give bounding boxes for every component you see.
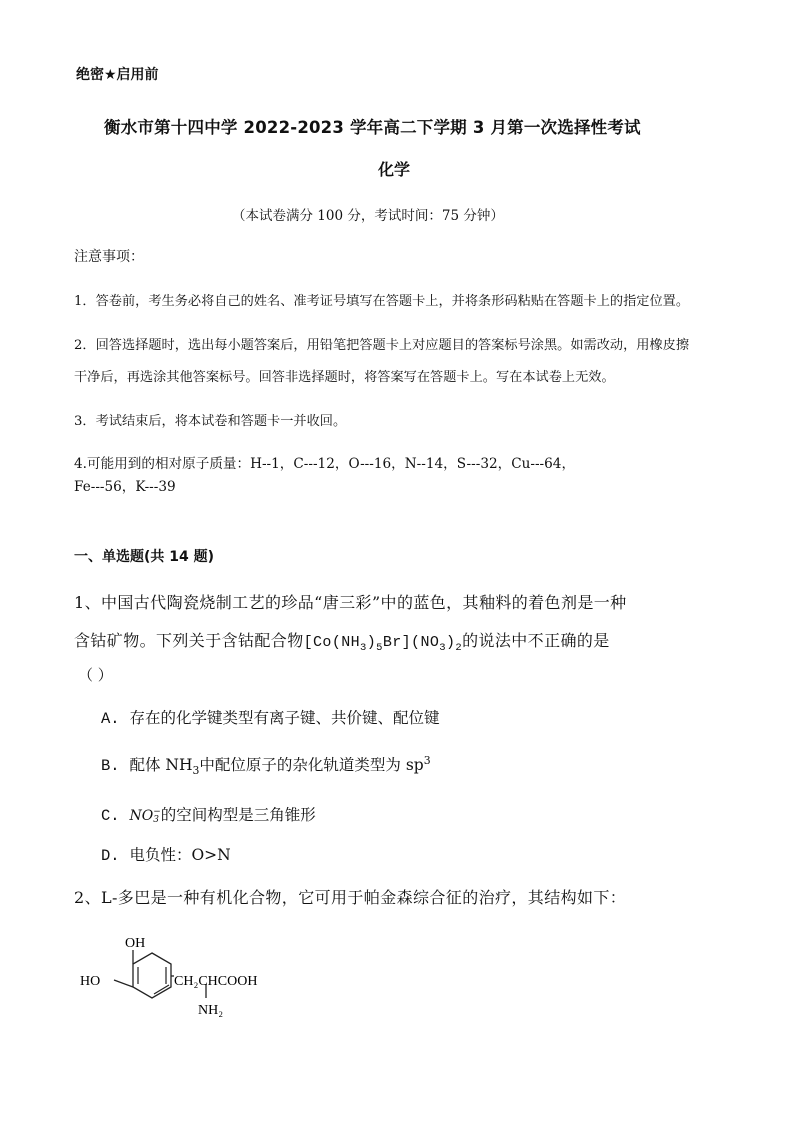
confidential-mark: 绝密★启用前 (76, 67, 159, 83)
q1-option-b[interactable] (101, 753, 431, 777)
ho-bond (114, 980, 133, 987)
nh2-label: NH₂ (198, 1003, 224, 1018)
option-b-text: 配体 $NH_3$中配位原子的杂化轨道类型为 $sp^3$ (129, 753, 431, 778)
note-item-3: 3．考试结束后，将本试卷和答题卡一并收回。 (74, 414, 347, 429)
oh-label: OH (125, 936, 146, 951)
option-c-label: C. (101, 807, 120, 825)
q1-answer-blank: （ ） (78, 666, 113, 684)
option-c-text: 的空间构型是三角锥形 (160, 806, 316, 824)
option-d-text: 电负性：O>N (129, 846, 231, 864)
q1-stem-text: 含钴矿物。下列关于含钴配合物 (74, 631, 304, 650)
option-a-text: 存在的化学键类型有离子键、共价键、配位键 (129, 709, 440, 727)
exam-meta: （本试卷满分 100 分，考试时间：75 分钟） (232, 208, 504, 224)
q1-stem-line1: 1、中国古代陶瓷烧制工艺的珍品“唐三彩”中的蓝色，其釉料的着色剂是一种 (74, 593, 627, 612)
note-item-4-cont: Fe---56，K---39 (74, 479, 176, 495)
note-item-2: 2．回答选择题时，选出每小题答案后，用铅笔把答题卡上对应题目的答案标号涂黑。如需改动，用橡皮擦 (74, 338, 690, 353)
l-dopa-structure (70, 930, 290, 1030)
subject-title: 化学 (378, 160, 411, 179)
note-item-1: 1．答卷前，考生务必将自己的姓名、准考证号填写在答题卡上，并将条形码粘贴在答题卡上的指定位置。 (74, 294, 690, 309)
notes-heading: 注意事项： (74, 249, 144, 265)
q1-option-a[interactable] (101, 706, 439, 728)
cobalt-complex-formula: $[Co(NH_3)_5Br](NO_3)_2$ (303, 634, 463, 654)
q1-stem-tail: 的说法中不正确的是 (462, 631, 610, 650)
section-title: 一、单选题(共 14 题) (74, 549, 215, 565)
option-d-label: D. (101, 847, 120, 865)
q1-option-c[interactable] (101, 803, 316, 825)
ho-label: HO (80, 974, 101, 989)
exam-title: 衡水市第十四中学 2022-2023 学年高二下学期 3 月第一次选择性考试 (104, 118, 641, 137)
note-item-4: 4.可能用到的相对原子质量：H--1，C---12，O---16，N--14，S---32，Cu---64， (74, 456, 576, 472)
q1-stem-line2 (74, 628, 610, 654)
q2-stem: 2、L-多巴是一种有机化合物，它可用于帕金森综合征的治疗，其结构如下： (74, 888, 627, 907)
option-b-label: B. (101, 757, 120, 775)
nitrate-ion-formula: NO − 3 (129, 806, 161, 825)
note-item-2-cont: 干净后，再选涂其他答案标号。回答非选择题时，将答案写在答题卡上。写在本试卷上无效。 (74, 370, 615, 385)
q1-option-d[interactable] (101, 843, 231, 865)
benzene-ring (133, 953, 171, 998)
l-dopa-structure-svg (70, 930, 290, 1030)
side-chain-label: CH₂CHCOOH (174, 974, 258, 989)
option-a-label: A. (101, 710, 120, 728)
